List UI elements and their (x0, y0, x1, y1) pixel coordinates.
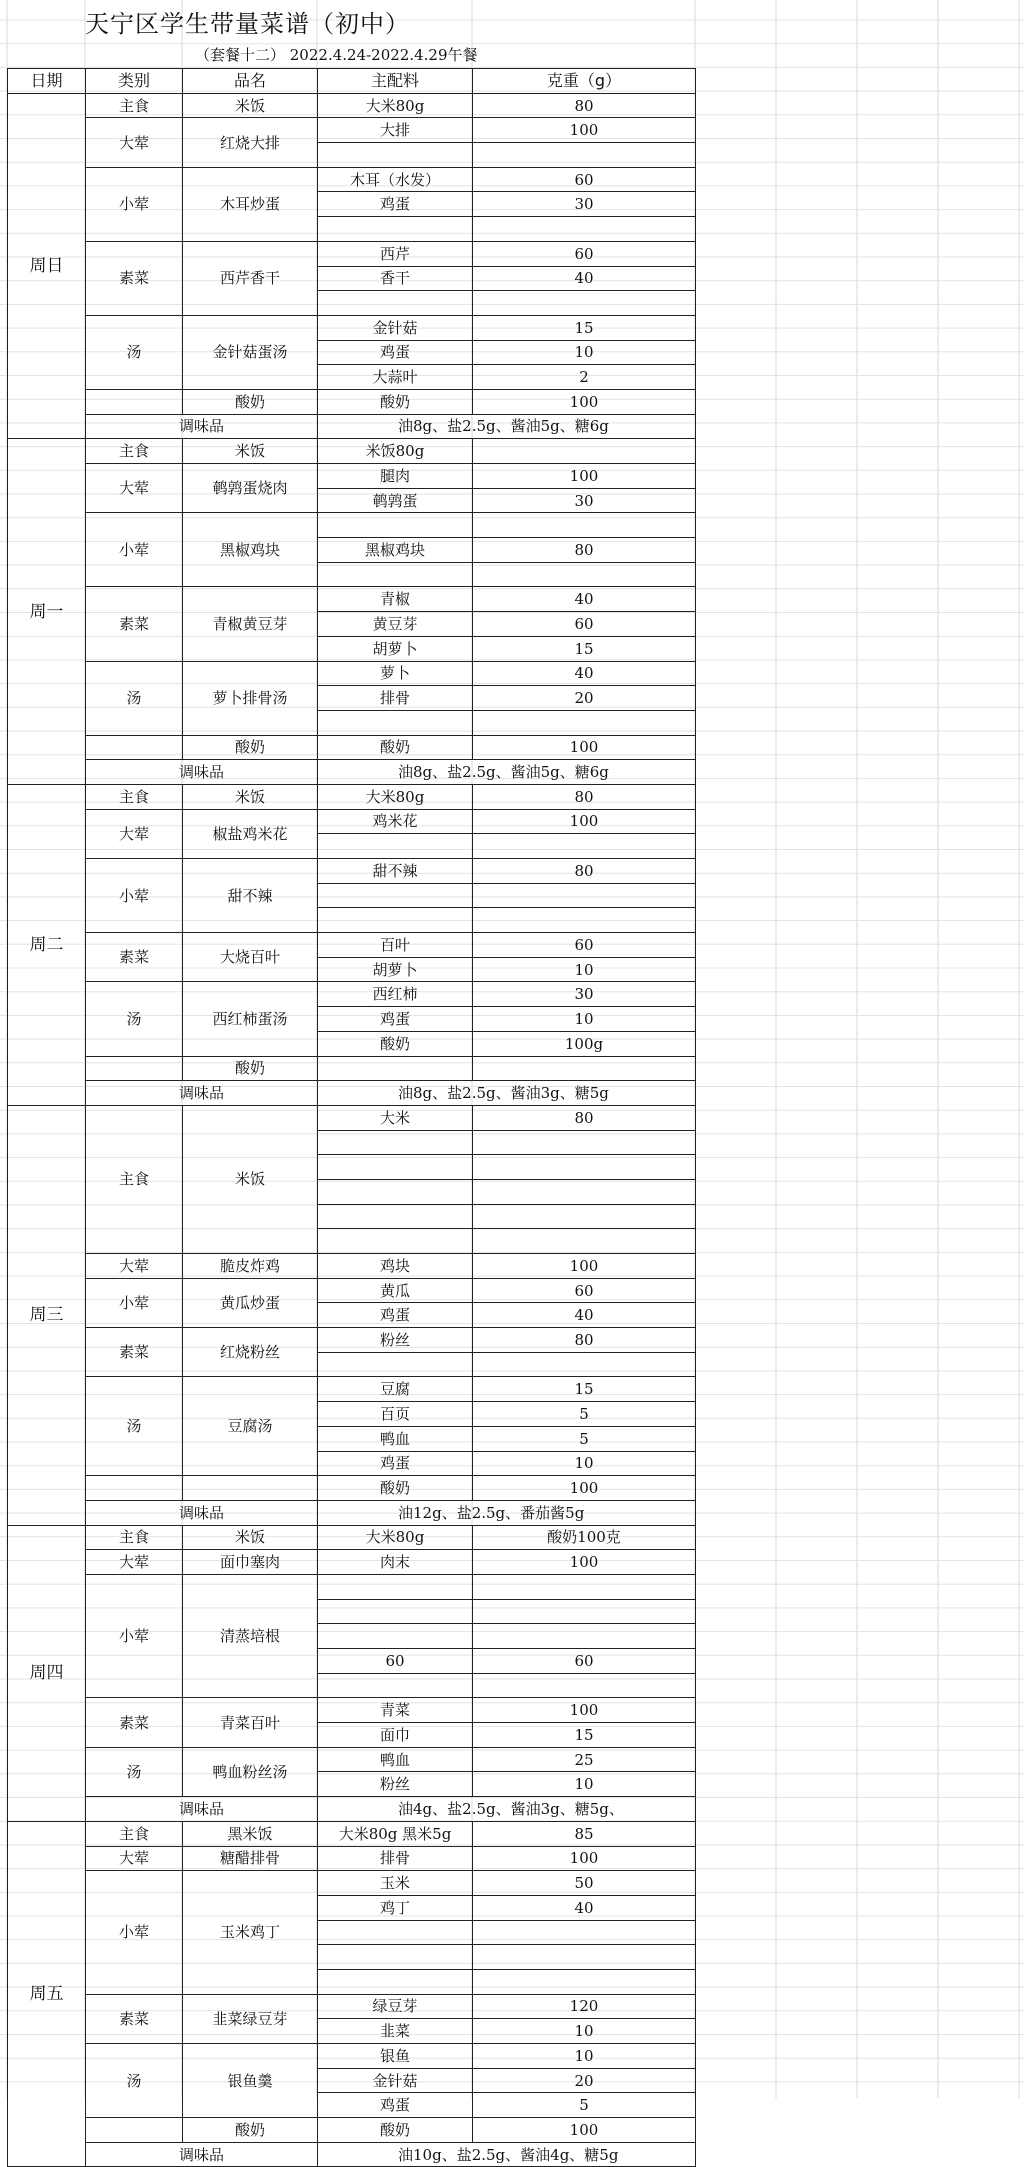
seasoning-label: 调味品 (86, 760, 318, 785)
weight-cell: 25 (473, 1747, 696, 1772)
dish-cell: 鹌鹑蛋烧肉 (183, 464, 318, 513)
ingredient-cell: 韭菜 (318, 2019, 473, 2044)
ingredient-cell: 鸭血 (318, 1426, 473, 1451)
weight-cell: 100 (473, 1476, 696, 1501)
dish-cell: 西红柿蛋汤 (183, 982, 318, 1056)
ingredient-cell: 西芹 (318, 241, 473, 266)
weight-cell: 5 (473, 2093, 696, 2118)
ingredient-cell: 酸奶 (318, 1031, 473, 1056)
ingredient-cell: 鸡蛋 (318, 1303, 473, 1328)
dish-cell: 木耳炒蛋 (183, 167, 318, 241)
weight-cell: 80 (473, 93, 696, 118)
ingredient-cell (318, 1056, 473, 1081)
category-cell: 素菜 (86, 1994, 183, 2043)
dish-cell: 豆腐汤 (183, 1377, 318, 1476)
weight-cell: 5 (473, 1426, 696, 1451)
seasoning-value: 油8g、盐2.5g、酱油5g、糖6g (318, 760, 696, 785)
weight-cell: 40 (473, 1303, 696, 1328)
weight-cell: 60 (473, 1278, 696, 1303)
category-cell (86, 2118, 183, 2143)
ingredient-cell: 鸡块 (318, 1254, 473, 1279)
category-cell: 大荤 (86, 118, 183, 167)
weight-cell: 15 (473, 636, 696, 661)
category-cell: 素菜 (86, 1328, 183, 1377)
category-cell: 大荤 (86, 809, 183, 858)
weight-cell (473, 291, 696, 316)
dish-cell: 米饭 (183, 93, 318, 118)
weight-cell: 100 (473, 1550, 696, 1575)
weight-cell (473, 883, 696, 908)
weight-cell: 60 (473, 241, 696, 266)
category-cell: 小荤 (86, 859, 183, 933)
ingredient-cell: 鸡丁 (318, 1895, 473, 1920)
category-cell: 主食 (86, 784, 183, 809)
weight-cell: 120 (473, 1994, 696, 2019)
category-cell: 主食 (86, 439, 183, 464)
weight-cell: 10 (473, 1772, 696, 1797)
ingredient-cell: 大米80g (318, 784, 473, 809)
ingredient-cell: 酸奶 (318, 389, 473, 414)
table-row (8, 735, 696, 760)
category-cell: 大荤 (86, 1550, 183, 1575)
ingredient-cell: 青椒 (318, 587, 473, 612)
ingredient-cell: 金针菇 (318, 315, 473, 340)
ingredient-cell (318, 1599, 473, 1624)
category-cell: 主食 (86, 93, 183, 118)
table-row (8, 439, 696, 464)
weight-cell: 40 (473, 587, 696, 612)
seasoning-row (8, 414, 696, 439)
day-cell: 周一 (8, 439, 86, 785)
weight-cell: 30 (473, 192, 696, 217)
table-row (8, 2118, 696, 2143)
page-title: 天宁区学生带量菜谱（初中） (85, 10, 410, 38)
weight-cell: 60 (473, 1649, 696, 1674)
ingredient-cell: 鸡蛋 (318, 1451, 473, 1476)
ingredient-cell (318, 562, 473, 587)
weight-cell: 40 (473, 266, 696, 291)
seasoning-label: 调味品 (86, 1500, 318, 1525)
dish-cell: 米饭 (183, 784, 318, 809)
ingredient-cell (318, 513, 473, 538)
weight-cell (473, 143, 696, 168)
ingredient-cell: 米饭80g (318, 439, 473, 464)
weight-cell (473, 1599, 696, 1624)
dish-cell: 青椒黄豆芽 (183, 587, 318, 661)
ingredient-cell (318, 1673, 473, 1698)
seasoning-label: 调味品 (86, 1081, 318, 1106)
weight-cell: 5 (473, 1402, 696, 1427)
table-row (8, 167, 696, 192)
seasoning-value: 油8g、盐2.5g、酱油3g、糖5g (318, 1081, 696, 1106)
day-cell: 周五 (8, 1821, 86, 2167)
weight-cell (473, 1945, 696, 1970)
header-row (8, 69, 696, 94)
seasoning-value: 油4g、盐2.5g、酱油3g、糖5g、 (318, 1797, 696, 1822)
weight-cell: 酸奶100克 (473, 1525, 696, 1550)
category-cell (86, 735, 183, 760)
weight-cell (473, 1155, 696, 1180)
menu-table (7, 68, 696, 2167)
ingredient-cell: 金针菇 (318, 2068, 473, 2093)
table-row (8, 1476, 696, 1501)
ingredient-cell: 青菜 (318, 1698, 473, 1723)
ingredient-cell: 胡萝卜 (318, 957, 473, 982)
table-row (8, 389, 696, 414)
weight-cell: 10 (473, 2044, 696, 2069)
dish-cell: 米饭 (183, 1105, 318, 1253)
ingredient-cell (318, 908, 473, 933)
ingredient-cell: 黄豆芽 (318, 612, 473, 637)
category-cell: 汤 (86, 661, 183, 735)
weight-cell: 100 (473, 735, 696, 760)
table-row (8, 2044, 696, 2069)
weight-cell: 60 (473, 933, 696, 958)
category-cell (86, 389, 183, 414)
seasoning-value: 油10g、盐2.5g、酱油4g、糖5g (318, 2142, 696, 2167)
weight-cell: 80 (473, 1105, 696, 1130)
weight-cell (473, 1229, 696, 1254)
table-row (8, 118, 696, 143)
seasoning-row (8, 1797, 696, 1822)
ingredient-cell: 大米80g 黑米5g (318, 1821, 473, 1846)
header-weight: 克重（g） (473, 69, 696, 94)
table-row (8, 93, 696, 118)
weight-cell: 15 (473, 1377, 696, 1402)
category-cell: 小荤 (86, 1278, 183, 1327)
weight-cell (473, 1969, 696, 1994)
weight-cell (473, 1179, 696, 1204)
weight-cell (473, 513, 696, 538)
weight-cell (473, 1056, 696, 1081)
category-cell: 素菜 (86, 933, 183, 982)
ingredient-cell: 面巾 (318, 1723, 473, 1748)
table-row (8, 661, 696, 686)
ingredient-cell: 鹌鹑蛋 (318, 488, 473, 513)
ingredient-cell: 百叶 (318, 933, 473, 958)
ingredient-cell: 大米 (318, 1105, 473, 1130)
weight-cell: 20 (473, 686, 696, 711)
weight-cell (473, 710, 696, 735)
ingredient-cell: 粉丝 (318, 1772, 473, 1797)
weight-cell: 20 (473, 2068, 696, 2093)
page-subtitle: （套餐十二） 2022.4.24-2022.4.29午餐 (195, 46, 478, 64)
weight-cell: 40 (473, 661, 696, 686)
ingredient-cell: 大米80g (318, 93, 473, 118)
ingredient-cell: 香干 (318, 266, 473, 291)
category-cell: 素菜 (86, 241, 183, 315)
dish-cell: 西芹香干 (183, 241, 318, 315)
weight-cell (473, 1204, 696, 1229)
table-row (8, 1846, 696, 1871)
table-row (8, 464, 696, 489)
dish-cell: 韭菜绿豆芽 (183, 1994, 318, 2043)
header-dish: 品名 (183, 69, 318, 94)
table-row (8, 784, 696, 809)
table-row (8, 859, 696, 884)
ingredient-cell: 鸡蛋 (318, 340, 473, 365)
dish-cell: 面巾塞肉 (183, 1550, 318, 1575)
weight-cell: 50 (473, 1871, 696, 1896)
weight-cell: 30 (473, 488, 696, 513)
table-row (8, 513, 696, 538)
category-cell: 汤 (86, 2044, 183, 2118)
table-row (8, 1328, 696, 1353)
weight-cell: 10 (473, 340, 696, 365)
ingredient-cell: 大排 (318, 118, 473, 143)
seasoning-row (8, 1081, 696, 1106)
table-row (8, 1698, 696, 1723)
dish-cell: 红烧大排 (183, 118, 318, 167)
category-cell: 主食 (86, 1821, 183, 1846)
table-row (8, 1278, 696, 1303)
table-row (8, 1056, 696, 1081)
ingredient-cell: 腿肉 (318, 464, 473, 489)
table-row (8, 1574, 696, 1599)
seasoning-row (8, 1500, 696, 1525)
category-cell: 大荤 (86, 464, 183, 513)
category-cell: 小荤 (86, 167, 183, 241)
ingredient-cell: 黄瓜 (318, 1278, 473, 1303)
dish-cell: 黄瓜炒蛋 (183, 1278, 318, 1327)
seasoning-label: 调味品 (86, 1797, 318, 1822)
dish-cell: 玉米鸡丁 (183, 1871, 318, 1994)
category-cell: 主食 (86, 1105, 183, 1253)
weight-cell: 30 (473, 982, 696, 1007)
category-cell: 汤 (86, 1747, 183, 1796)
day-cell: 周二 (8, 784, 86, 1105)
weight-cell (473, 562, 696, 587)
weight-cell: 100g (473, 1031, 696, 1056)
seasoning-row (8, 2142, 696, 2167)
ingredient-cell: 胡萝卜 (318, 636, 473, 661)
dish-cell: 黑米饭 (183, 1821, 318, 1846)
ingredient-cell: 鸡蛋 (318, 192, 473, 217)
table-row (8, 1821, 696, 1846)
category-cell: 小荤 (86, 1574, 183, 1697)
ingredient-cell (318, 1574, 473, 1599)
weight-cell: 100 (473, 2118, 696, 2143)
table-row (8, 1377, 696, 1402)
dish-cell: 红烧粉丝 (183, 1328, 318, 1377)
day-cell: 周日 (8, 93, 86, 439)
dish-cell (183, 1476, 318, 1501)
ingredient-cell: 鸡蛋 (318, 1007, 473, 1032)
table-row (8, 1747, 696, 1772)
ingredient-cell: 酸奶 (318, 1476, 473, 1501)
seasoning-value: 油8g、盐2.5g、酱油5g、糖6g (318, 414, 696, 439)
ingredient-cell (318, 1624, 473, 1649)
category-cell: 小荤 (86, 513, 183, 587)
ingredient-cell: 鸡米花 (318, 809, 473, 834)
table-row (8, 1254, 696, 1279)
weight-cell: 100 (473, 1254, 696, 1279)
weight-cell (473, 217, 696, 242)
ingredient-cell: 排骨 (318, 686, 473, 711)
table-row (8, 1525, 696, 1550)
weight-cell: 40 (473, 1895, 696, 1920)
dish-cell: 清蒸培根 (183, 1574, 318, 1697)
ingredient-cell (318, 1130, 473, 1155)
category-cell (86, 1476, 183, 1501)
weight-cell: 100 (473, 1698, 696, 1723)
dish-cell: 糖醋排骨 (183, 1846, 318, 1871)
day-cell: 周三 (8, 1105, 86, 1525)
weight-cell: 2 (473, 365, 696, 390)
dish-cell: 鸭血粉丝汤 (183, 1747, 318, 1796)
dish-cell: 米饭 (183, 439, 318, 464)
day-cell: 周四 (8, 1525, 86, 1821)
dish-cell: 椒盐鸡米花 (183, 809, 318, 858)
table-row (8, 809, 696, 834)
table-row (8, 1105, 696, 1130)
weight-cell (473, 1352, 696, 1377)
ingredient-cell: 甜不辣 (318, 859, 473, 884)
ingredient-cell: 玉米 (318, 1871, 473, 1896)
ingredient-cell: 西红柿 (318, 982, 473, 1007)
weight-cell (473, 1673, 696, 1698)
ingredient-cell (318, 710, 473, 735)
dish-cell: 大烧百叶 (183, 933, 318, 982)
table-row (8, 1550, 696, 1575)
weight-cell: 100 (473, 464, 696, 489)
weight-cell: 100 (473, 809, 696, 834)
dish-cell: 酸奶 (183, 2118, 318, 2143)
ingredient-cell: 60 (318, 1649, 473, 1674)
weight-cell: 60 (473, 167, 696, 192)
weight-cell (473, 1574, 696, 1599)
ingredient-cell: 鸡蛋 (318, 2093, 473, 2118)
dish-cell: 甜不辣 (183, 859, 318, 933)
weight-cell: 10 (473, 1007, 696, 1032)
ingredient-cell (318, 291, 473, 316)
category-cell: 素菜 (86, 587, 183, 661)
seasoning-label: 调味品 (86, 2142, 318, 2167)
weight-cell: 80 (473, 859, 696, 884)
ingredient-cell (318, 1229, 473, 1254)
table-row (8, 587, 696, 612)
ingredient-cell (318, 1204, 473, 1229)
ingredient-cell: 酸奶 (318, 735, 473, 760)
ingredient-cell: 绿豆芽 (318, 1994, 473, 2019)
ingredient-cell: 排骨 (318, 1846, 473, 1871)
dish-cell: 萝卜排骨汤 (183, 661, 318, 735)
weight-cell: 15 (473, 1723, 696, 1748)
ingredient-cell (318, 1179, 473, 1204)
category-cell: 汤 (86, 982, 183, 1056)
ingredient-cell (318, 1155, 473, 1180)
weight-cell: 10 (473, 957, 696, 982)
category-cell: 大荤 (86, 1254, 183, 1279)
ingredient-cell: 木耳（水发） (318, 167, 473, 192)
weight-cell: 80 (473, 784, 696, 809)
category-cell: 素菜 (86, 1698, 183, 1747)
ingredient-cell: 鸭血 (318, 1747, 473, 1772)
weight-cell (473, 1130, 696, 1155)
header-date: 日期 (8, 69, 86, 94)
ingredient-cell: 豆腐 (318, 1377, 473, 1402)
category-cell: 主食 (86, 1525, 183, 1550)
category-cell: 汤 (86, 315, 183, 389)
weight-cell: 85 (473, 1821, 696, 1846)
weight-cell (473, 1624, 696, 1649)
dish-cell: 黑椒鸡块 (183, 513, 318, 587)
ingredient-cell (318, 834, 473, 859)
ingredient-cell (318, 1352, 473, 1377)
ingredient-cell: 萝卜 (318, 661, 473, 686)
weight-cell: 60 (473, 612, 696, 637)
ingredient-cell: 大蒜叶 (318, 365, 473, 390)
ingredient-cell (318, 1920, 473, 1945)
category-cell: 汤 (86, 1377, 183, 1476)
ingredient-cell (318, 1945, 473, 1970)
table-row (8, 1871, 696, 1896)
ingredient-cell: 黑椒鸡块 (318, 538, 473, 563)
category-cell: 大荤 (86, 1846, 183, 1871)
header-ingredient: 主配料 (318, 69, 473, 94)
dish-cell: 酸奶 (183, 389, 318, 414)
ingredient-cell: 酸奶 (318, 2118, 473, 2143)
header-category: 类别 (86, 69, 183, 94)
ingredient-cell: 百页 (318, 1402, 473, 1427)
weight-cell: 10 (473, 2019, 696, 2044)
weight-cell: 10 (473, 1451, 696, 1476)
ingredient-cell: 肉末 (318, 1550, 473, 1575)
weight-cell (473, 908, 696, 933)
table-row (8, 933, 696, 958)
weight-cell (473, 834, 696, 859)
weight-cell (473, 1920, 696, 1945)
weight-cell: 80 (473, 1328, 696, 1353)
ingredient-cell (318, 217, 473, 242)
ingredient-cell: 银鱼 (318, 2044, 473, 2069)
ingredient-cell (318, 143, 473, 168)
seasoning-row (8, 760, 696, 785)
table-row (8, 315, 696, 340)
dish-cell: 米饭 (183, 1525, 318, 1550)
ingredient-cell (318, 1969, 473, 1994)
ingredient-cell: 粉丝 (318, 1328, 473, 1353)
dish-cell: 金针菇蛋汤 (183, 315, 318, 389)
ingredient-cell: 大米80g (318, 1525, 473, 1550)
dish-cell: 酸奶 (183, 1056, 318, 1081)
dish-cell: 青菜百叶 (183, 1698, 318, 1747)
weight-cell: 80 (473, 538, 696, 563)
weight-cell (473, 439, 696, 464)
category-cell (86, 1056, 183, 1081)
weight-cell: 15 (473, 315, 696, 340)
weight-cell: 100 (473, 1846, 696, 1871)
table-row (8, 241, 696, 266)
weight-cell: 100 (473, 118, 696, 143)
seasoning-label: 调味品 (86, 414, 318, 439)
dish-cell: 银鱼羹 (183, 2044, 318, 2118)
dish-cell: 酸奶 (183, 735, 318, 760)
ingredient-cell (318, 883, 473, 908)
category-cell: 小荤 (86, 1871, 183, 1994)
dish-cell: 脆皮炸鸡 (183, 1254, 318, 1279)
table-row (8, 982, 696, 1007)
table-row (8, 1994, 696, 2019)
weight-cell: 100 (473, 389, 696, 414)
seasoning-value: 油12g、盐2.5g、番茄酱5g (318, 1500, 696, 1525)
